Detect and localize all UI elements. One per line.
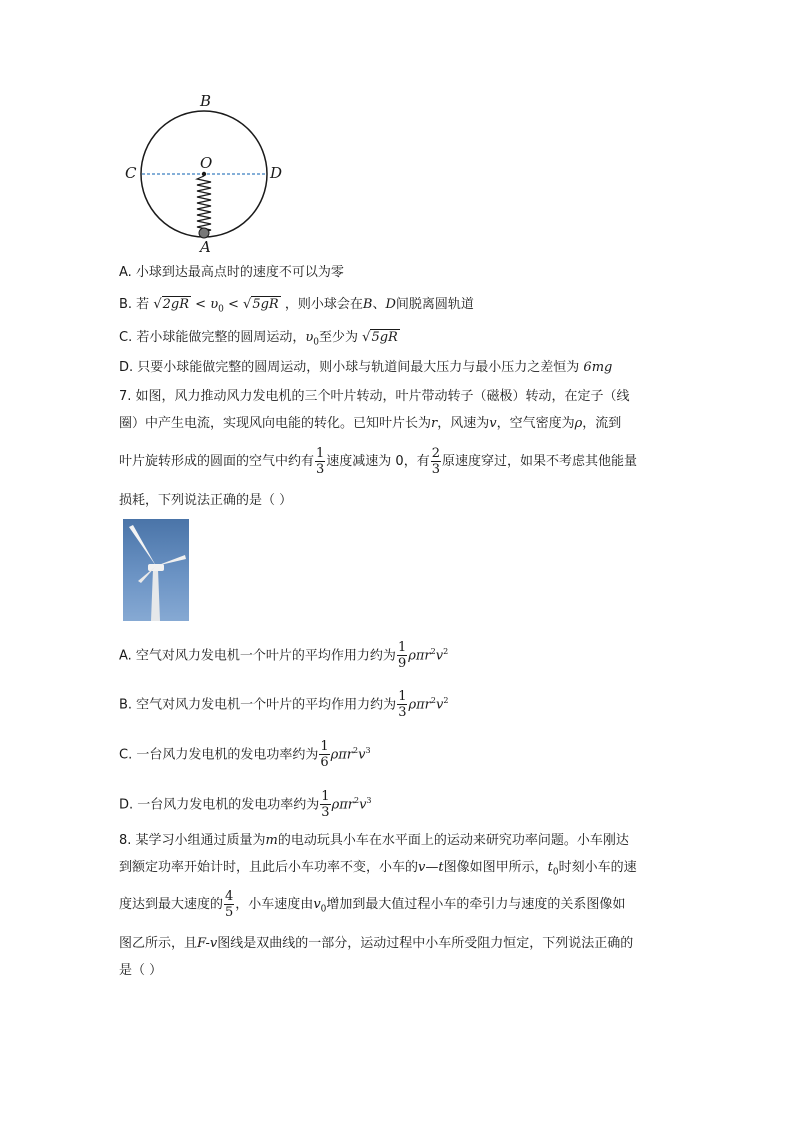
label-a: A xyxy=(200,238,211,256)
q6-option-d xyxy=(119,359,612,377)
q8-line-1-a: 8. 某学习小组通过质量为 xyxy=(119,833,266,848)
turbine-blade-2 xyxy=(156,555,186,566)
fraction-one-third xyxy=(315,446,325,477)
turbine-tower xyxy=(151,569,160,621)
q6-option-d-text: D. 只要小球能做完整的圆周运动，则小球与轨道间最大压力与最小压力之差恒为 xyxy=(119,360,580,375)
q7-line-4 xyxy=(119,492,292,510)
q7-line-3-c: 原速度穿过，如果不考虑其他能量 xyxy=(441,454,637,469)
q7-option-a-expr: ρπr xyxy=(408,648,431,664)
c-v0-subscript: 0 xyxy=(313,337,319,348)
q7-option-b xyxy=(119,683,448,723)
fraction-four-fifths-num: 4 xyxy=(225,889,234,904)
fraction-one-third-den: 3 xyxy=(316,462,325,477)
q8-line-4-a: 图乙所示，且 xyxy=(119,936,198,951)
q7-option-a-den: 9 xyxy=(397,656,407,672)
v0-subscript: 0 xyxy=(218,304,224,315)
point-separator: 、 xyxy=(372,297,386,312)
q7-option-a-text: A. 空气对风力发电机一个叶片的平均作用力约为 xyxy=(119,648,396,664)
q7-line-3 xyxy=(119,444,637,480)
v0-symbol-q8: v xyxy=(313,897,321,912)
q7-option-a-num: 1 xyxy=(397,640,407,656)
q7-option-d xyxy=(119,783,372,823)
q8-line-1 xyxy=(119,832,629,850)
q8-line-3-b: ，小车速度由 xyxy=(235,897,314,912)
point-b: B xyxy=(362,297,373,312)
fraction-one-third-num: 1 xyxy=(316,446,325,461)
t0-symbol: t xyxy=(547,860,553,875)
q7-option-d-r-exp: 2 xyxy=(353,796,360,805)
q7-option-c-expr: ρπr xyxy=(330,747,354,763)
q8-line-4 xyxy=(119,935,633,953)
fraction-two-thirds xyxy=(431,446,441,477)
q7-option-c-r-exp: 2 xyxy=(353,746,359,755)
q7-option-b-text: B. 空气对风力发电机一个叶片的平均作用力约为 xyxy=(119,697,397,713)
v0-symbol: υ xyxy=(210,297,219,312)
q7-option-d-text: D. 一台风力发电机的发电功率约为 xyxy=(119,797,320,813)
q7-line-3-b: 速度减速为 0，有 xyxy=(326,454,430,469)
q7-option-d-v-exp: 3 xyxy=(366,796,372,805)
fraction-two-thirds-num: 2 xyxy=(431,446,440,461)
turbine-nacelle xyxy=(148,564,164,571)
q6-option-c xyxy=(119,328,400,353)
t0-subscript: 0 xyxy=(552,867,559,878)
q7-option-d-v: v xyxy=(359,797,367,813)
q7-option-b-v-exp: 2 xyxy=(443,696,449,705)
q7-option-a-fraction xyxy=(397,640,407,671)
q8-line-1-b: 的电动玩具小车在水平面上的运动来研究功率问题。小车刚达 xyxy=(277,833,629,848)
label-d: D xyxy=(270,164,283,182)
wind-turbine-illustration xyxy=(123,519,189,621)
air-density-rho: ρ xyxy=(574,416,583,431)
q7-option-a-v: v xyxy=(435,648,444,664)
q7-option-c-den: 6 xyxy=(320,755,329,771)
vt-graph-label: v—t xyxy=(418,860,444,875)
wind-speed-v: v xyxy=(489,416,497,431)
q7-option-c-text: C. 一台风力发电机的发电功率约为 xyxy=(119,747,319,763)
fraction-four-fifths-den: 5 xyxy=(225,905,234,920)
q7-option-a xyxy=(119,634,448,674)
spring xyxy=(197,176,211,232)
fraction-two-thirds-den: 3 xyxy=(431,462,440,477)
q7-line-2-a: 圈）中产生电流，实现风向电能的转化。已知叶片长为 xyxy=(119,416,432,431)
q7-option-b-fraction xyxy=(397,689,407,720)
sqrt-5gr-c: √5gR xyxy=(362,330,398,345)
q8-line-4-b: 图线是双曲线的一部分，运动过程中小车所受阻力恒定，下列说法正确的 xyxy=(217,936,634,951)
sqrt-5gr-radicand: 5gR xyxy=(252,297,279,312)
circle-track-figure xyxy=(120,90,290,260)
c-v0-symbol: υ xyxy=(305,330,314,345)
q6-option-b-tail: 间脱离圆轨道 xyxy=(395,297,474,312)
circle-track-diagram xyxy=(120,90,290,260)
sqrt-5gr-c-radicand: 5gR xyxy=(371,330,398,345)
q7-line-4-text: 损耗，下列说法正确的是（ ） xyxy=(119,493,293,508)
q7-line-2-b: ，风速为 xyxy=(437,416,490,431)
q6-option-b-prefix: B. 若 xyxy=(119,297,150,312)
q8-line-3-a: 度达到最大速度的 xyxy=(119,897,224,912)
q6-option-a-text: A. 小球到达最高点时的速度不可以为零 xyxy=(119,265,344,280)
q8-line-2-b: 图像如图甲所示， xyxy=(443,860,548,875)
fv-graph-label: F-v xyxy=(197,936,218,951)
q6-option-a xyxy=(119,264,344,282)
sqrt-2gr-radicand: 2gR xyxy=(162,297,190,312)
center-point-o xyxy=(202,172,206,176)
q7-option-b-v: v xyxy=(435,697,444,713)
q8-line-2 xyxy=(119,859,637,882)
q8-line-2-c: 时刻小车的速 xyxy=(558,860,637,875)
ball xyxy=(199,228,209,238)
mass-m: m xyxy=(265,833,278,848)
label-b: B xyxy=(200,92,212,110)
q7-line-2-c: ，空气密度为 xyxy=(496,416,575,431)
q7-line-2 xyxy=(119,415,621,433)
q7-line-3-a: 叶片旋转形成的圆面的空气中约有 xyxy=(119,454,315,469)
less-than-2: < xyxy=(227,297,239,312)
q7-option-c xyxy=(119,733,371,773)
q7-line-2-d: ，流到 xyxy=(582,416,622,431)
v0-subscript-q8: 0 xyxy=(320,904,327,915)
q6-option-b xyxy=(119,294,474,321)
label-o: O xyxy=(200,154,213,172)
fraction-four-fifths xyxy=(224,889,234,920)
q8-line-5-text: 是（ ） xyxy=(119,963,163,978)
q7-option-b-expr: ρπr xyxy=(408,697,431,713)
q7-option-d-expr: ρπr xyxy=(331,797,354,813)
q6-option-c-mid: 至少为 xyxy=(318,330,358,345)
sqrt-2gr: √2gR xyxy=(153,297,190,312)
q7-option-b-den: 3 xyxy=(398,705,407,721)
turbine-blade-1 xyxy=(129,525,156,566)
point-d: D xyxy=(385,297,396,312)
sqrt-5gr: √5gR xyxy=(243,297,279,312)
q7-option-d-num: 1 xyxy=(321,789,330,805)
q7-line-1-text: 7. 如图，风力推动风力发电机的三个叶片转动，叶片带动转子（磁极）转动，在定子（线 xyxy=(119,389,630,404)
q8-line-2-a: 到额定功率开始计时，且此后小车功率不变，小车的 xyxy=(119,860,419,875)
q7-option-b-num: 1 xyxy=(398,689,407,705)
q8-line-5 xyxy=(119,962,162,980)
q7-line-1 xyxy=(119,388,630,406)
q7-option-c-fraction xyxy=(319,739,329,770)
q6-option-b-suffix: ，则小球会在 xyxy=(284,297,363,312)
less-than-1: < xyxy=(195,297,207,312)
q7-option-a-v-exp: 2 xyxy=(443,647,449,656)
q7-option-c-v-exp: 3 xyxy=(365,746,371,755)
label-c: C xyxy=(125,164,137,182)
blade-length-r: r xyxy=(431,416,438,431)
q7-option-c-v: v xyxy=(358,747,366,763)
q8-line-3 xyxy=(119,886,625,929)
q7-option-b-r-exp: 2 xyxy=(430,696,436,705)
q6-option-c-prefix: C. 若小球能做完整的圆周运动， xyxy=(119,330,306,345)
q6-option-d-value: 6mg xyxy=(583,360,613,375)
q7-option-d-den: 3 xyxy=(321,805,330,821)
q7-option-a-r-exp: 2 xyxy=(430,647,436,656)
q7-option-c-num: 1 xyxy=(320,739,329,755)
q7-option-d-fraction xyxy=(320,789,330,820)
wind-turbine-photo xyxy=(123,519,189,621)
q8-line-3-c: 增加到最大值过程小车的牵引力与速度的关系图像如 xyxy=(326,897,626,912)
